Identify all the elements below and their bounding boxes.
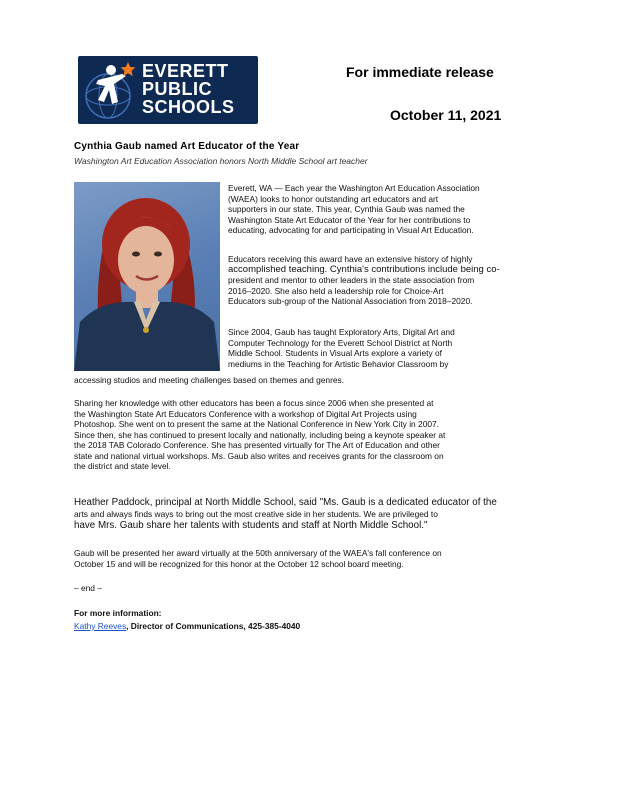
text-line: Educators receiving this award have an extensive history of highly	[228, 254, 473, 264]
award-presentation-paragraph	[74, 548, 544, 569]
contact-name-link[interactable]: Kathy Reeves	[74, 621, 127, 631]
text-line: Since 2004, Gaub has taught Exploratory Arts, Digital Art and	[228, 327, 455, 337]
text-line: 2016–2020. She also held a leadership role for Choice-Art	[228, 285, 444, 296]
text-line: educating, advocating for and participating in Visual Art Education.	[228, 225, 474, 235]
contributions-paragraph	[228, 254, 536, 307]
quote-line-1: Heather Paddock, principal at North Middle School, said "Ms. Gaub is a dedicated educator of the	[74, 497, 497, 508]
text-line: Educators sub-group of the National Association from 2018–2020.	[228, 296, 473, 306]
logo-line-1: EVERETT	[142, 61, 229, 81]
text-line: Sharing her knowledge with other educators has been a focus since 2006 when she presented at	[74, 398, 434, 408]
logo-line-3: SCHOOLS	[142, 97, 235, 117]
everett-public-schools-logo	[78, 56, 258, 124]
text-line: the district and state level.	[74, 461, 171, 471]
text-line: Middle School. Students in Visual Arts explore a variety of	[228, 348, 442, 358]
text-line: state and national virtual workshops. Ms. Gaub also writes and receives grants for the classroom on	[74, 450, 444, 461]
logo-line-2: PUBLIC	[142, 79, 212, 99]
text-line: Gaub will be presented her award virtually at the 50th anniversary of the WAEA's fall conference on	[74, 548, 442, 558]
text-line: Since then, she has continued to present locally and nationally, including being a keynote speaker at	[74, 429, 446, 440]
text-line: the 2018 TAB Colorado Conference. She has presented virtually for The Art of Education and other	[74, 440, 440, 450]
end-mark: – end –	[74, 583, 102, 593]
text-line: Everett, WA — Each year the Washington Art Education Association	[228, 183, 480, 193]
quote-line-2: arts and always finds ways to bring out the most creative side in her students. We are privileged to	[74, 509, 438, 519]
text-line: Computer Technology for the Everett School District at North	[228, 337, 453, 348]
headline: Cynthia Gaub named Art Educator of the Year	[74, 141, 300, 152]
contact-line	[74, 621, 534, 632]
text-line: president and mentor to other leaders in the state association from	[228, 275, 475, 285]
text-line: supporters in our state. This year, Cynthia Gaub was named the	[228, 204, 465, 214]
teaching-history-paragraph	[228, 327, 536, 369]
text-line: Washington State Art Educator of the Year for her contributions to	[228, 214, 471, 225]
text-line: October 15 and will be recognized for this honor at the October 12 school board meeting.	[74, 558, 404, 569]
contact-details: , Director of Communications, 425-385-4040	[126, 621, 301, 631]
text-line: mediums in the Teaching for Artistic Behavior Classroom by	[228, 358, 449, 369]
intro-paragraph	[228, 183, 536, 236]
release-date: October 11, 2021	[390, 107, 502, 123]
more-info-label: For more information:	[74, 608, 162, 618]
text-line: the Washington State Art Educators Conference with a workshop of Digital Art Projects using	[74, 408, 417, 419]
quote-line-3: have Mrs. Gaub share her talents with students and staff at North Middle School."	[74, 519, 428, 531]
text-line: accomplished teaching. Cynthia's contributions include being co-	[228, 263, 500, 275]
teacher-photo	[74, 182, 220, 371]
teaching-history-last-line: accessing studios and meeting challenges based on themes and genres.	[74, 375, 345, 385]
text-line: Photoshop. She went on to present the same at the National Conference in New York City in 2007.	[74, 419, 440, 429]
text-line: (WAEA) looks to honor outstanding art educators and art	[228, 193, 439, 204]
principal-quote	[74, 497, 549, 532]
release-notice: For immediate release	[346, 64, 494, 80]
sharing-paragraph	[74, 398, 544, 472]
subheadline: Washington Art Education Association honors North Middle School art teacher	[74, 156, 368, 166]
